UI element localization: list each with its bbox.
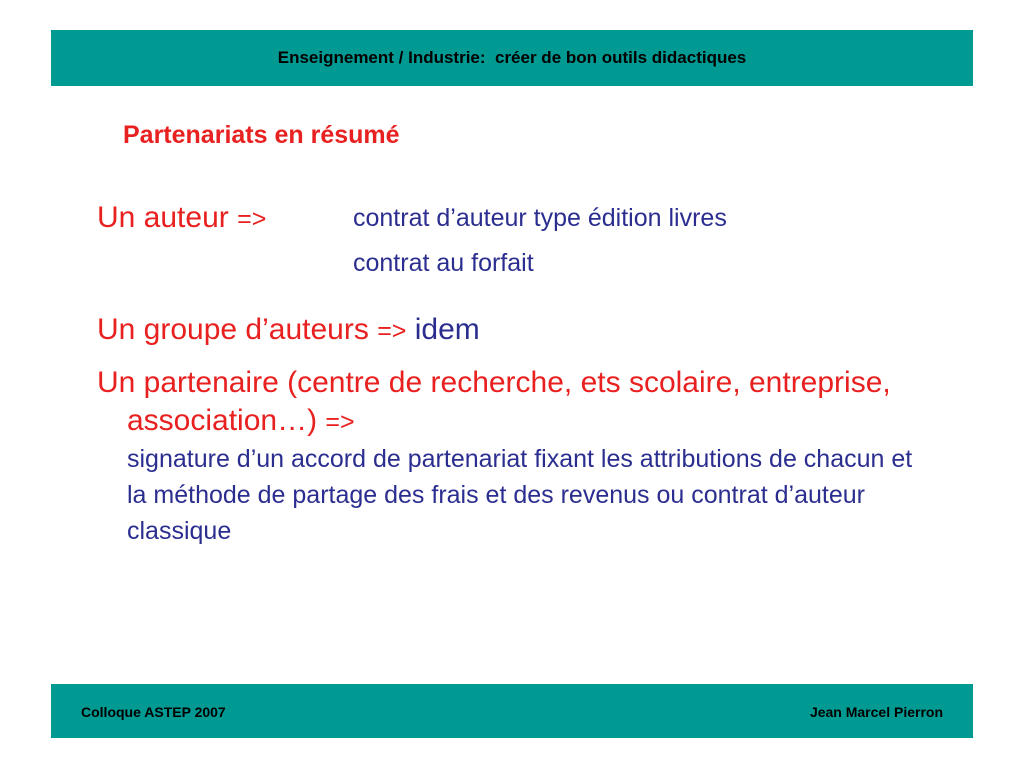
footer-author: Jean Marcel Pierron: [809, 704, 943, 720]
bullet-detail: contrat d’auteur type édition livres: [353, 204, 727, 232]
header-band: [51, 30, 973, 86]
bullet-item-partner: [97, 364, 937, 549]
bullet-item-author-sub: [97, 243, 937, 299]
bullet-arrow: =>: [237, 205, 267, 233]
bullet-lead: Un auteur: [97, 201, 229, 234]
bullet-detail: contrat au forfait: [353, 249, 534, 277]
slide-body: [97, 194, 937, 549]
bullet-lead: Un groupe d’auteurs: [97, 313, 369, 346]
slide-title: Partenariats en résumé: [123, 121, 400, 149]
bullet-arrow: =>: [325, 408, 355, 436]
header-title: Enseignement / Industrie: créer de bon outils didactiques: [277, 48, 747, 67]
bullet-lead: Un partenaire (centre de recherche, ets scolaire, entreprise, association…): [97, 366, 891, 437]
bullet-item-author: [97, 194, 937, 243]
bullet-detail: idem: [414, 313, 480, 346]
bullet-arrow: =>: [377, 317, 407, 345]
footer-band: [51, 684, 973, 738]
bullet-detail: signature d’un accord de partenariat fixant les attributions de chacun et la méthode de partage des frais et des revenus ou contrat d’auteur classique: [127, 445, 913, 545]
footer-event: Colloque ASTEP 2007: [81, 704, 226, 720]
bullet-item-author-group: [97, 303, 937, 358]
